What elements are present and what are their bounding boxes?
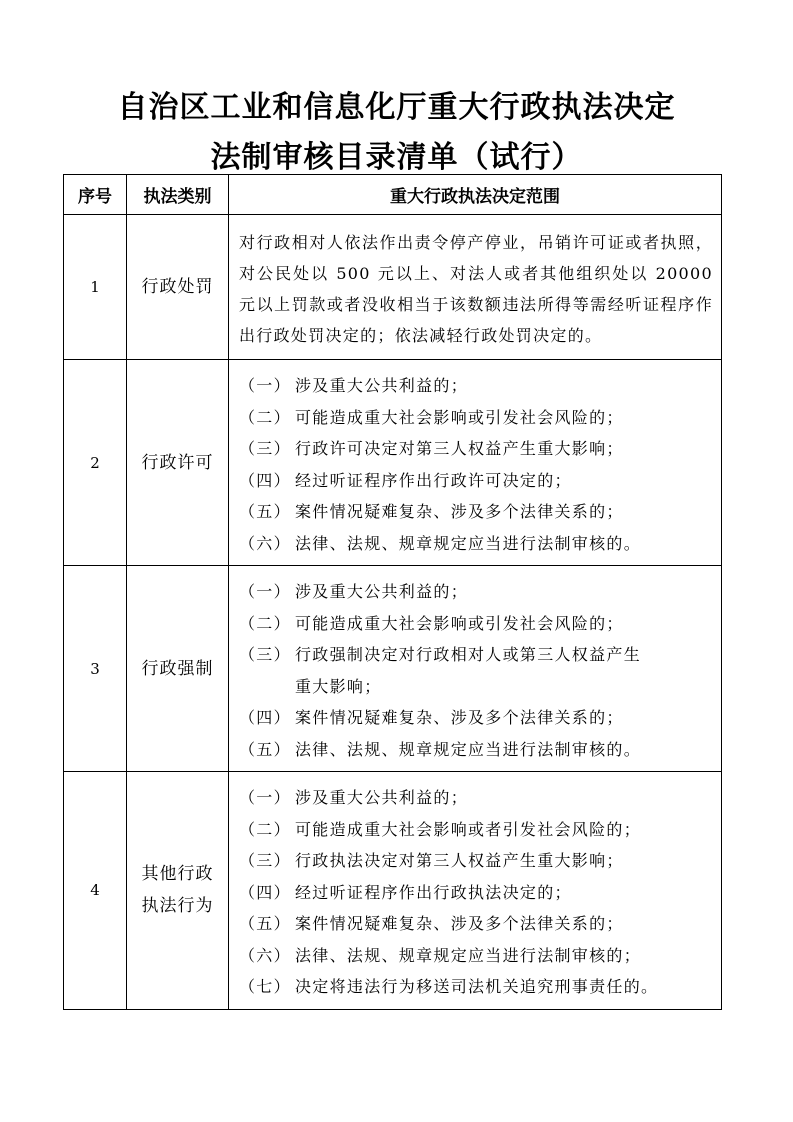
- item-marker: （六）: [239, 945, 291, 965]
- scope-item: [239, 845, 713, 877]
- item-marker: （四）: [239, 708, 291, 727]
- item-text: 行政执法决定对第三人权益产生重大影响；: [295, 851, 624, 870]
- scope-item: [239, 576, 713, 608]
- item-text: 案件情况疑难复杂、涉及多个法律关系的；: [295, 502, 624, 521]
- row-scope: [229, 215, 722, 360]
- table-row: [64, 772, 722, 1010]
- scope-item: [239, 940, 713, 972]
- row-category: [127, 566, 229, 772]
- item-marker: （三）: [239, 851, 291, 870]
- item-marker: （五）: [239, 739, 291, 759]
- scope-item: [239, 639, 713, 671]
- row-scope: [229, 566, 722, 772]
- category-line: 行政许可: [141, 452, 214, 473]
- item-marker: （三）: [239, 645, 291, 664]
- scope-item: [239, 734, 713, 766]
- row-index: 2: [64, 360, 127, 566]
- item-marker: （三）: [239, 439, 291, 458]
- scope-item: [239, 608, 713, 640]
- item-marker: （七）: [239, 977, 291, 996]
- item-marker: （四）: [239, 470, 291, 490]
- item-text: 涉及重大公共利益的；: [295, 582, 469, 601]
- item-text: 法律、法规、规章规定应当进行法制审核的。: [295, 739, 642, 759]
- row-index: 1: [64, 215, 127, 360]
- item-marker: （五）: [239, 502, 291, 521]
- header-category: 执法类别: [127, 175, 229, 215]
- item-text: 涉及重大公共利益的；: [295, 788, 469, 807]
- item-marker: （一）: [239, 788, 291, 807]
- review-catalog-table: [63, 174, 722, 1010]
- scope-item: [239, 370, 713, 402]
- item-marker: （一）: [239, 376, 291, 395]
- scope-item-continuation: 重大影响；: [295, 676, 382, 696]
- category-line: 执法行为: [141, 896, 214, 917]
- header-scope: 重大行政执法决定范围: [229, 175, 722, 215]
- scope-item: [239, 908, 713, 940]
- row-category: [127, 772, 229, 1010]
- scope-item: [239, 402, 713, 434]
- item-marker: （二）: [239, 407, 291, 427]
- item-text: 可能造成重大社会影响或引发社会风险的；: [295, 407, 624, 427]
- scope-item: [239, 877, 713, 909]
- scope-item: [239, 971, 713, 1003]
- category-line: 行政强制: [141, 658, 214, 679]
- scope-paragraph: 对行政相对人依法作出责令停产停业，吊销许可证或者执照，对公民处以 500 元以上、对法人或者其他组织处以 20000 元以上罚款或者没收相当于该数额违法所得等需经听证程序作出行政处罚决定的；依法减轻行政处罚决定的。: [239, 233, 713, 345]
- item-text: 案件情况疑难复杂、涉及多个法律关系的；: [295, 914, 624, 933]
- item-text: 经过听证程序作出行政执法决定的；: [295, 882, 572, 902]
- scope-item: [239, 465, 713, 497]
- item-text: 决定将违法行为移送司法机关追究刑事责任的。: [295, 977, 659, 996]
- item-marker: （二）: [239, 819, 291, 839]
- item-marker: （二）: [239, 613, 291, 633]
- item-marker: （四）: [239, 882, 291, 902]
- item-text: 法律、法规、规章规定应当进行法制审核的。: [295, 533, 642, 553]
- table-header-row: [64, 175, 722, 215]
- table-row: [64, 215, 722, 360]
- row-index: 4: [64, 772, 127, 1010]
- item-text: 法律、法规、规章规定应当进行法制审核的；: [295, 945, 642, 965]
- table-row: [64, 360, 722, 566]
- item-text: 可能造成重大社会影响或者引发社会风险的；: [295, 819, 642, 839]
- item-text: 涉及重大公共利益的；: [295, 376, 469, 395]
- row-category: [127, 215, 229, 360]
- item-marker: （五）: [239, 914, 291, 933]
- item-text: 经过听证程序作出行政许可决定的；: [295, 470, 572, 490]
- row-scope: [229, 772, 722, 1010]
- item-text: 行政许可决定对第三人权益产生重大影响；: [295, 439, 624, 458]
- header-index: 序号: [64, 175, 127, 215]
- document-title-line-2: 法制审核目录清单（试行）: [210, 140, 583, 175]
- row-index: 3: [64, 566, 127, 772]
- scope-item: [239, 496, 713, 528]
- scope-item: [239, 528, 713, 560]
- item-text: 行政强制决定对行政相对人或第三人权益产生: [295, 645, 642, 664]
- table-row: [64, 566, 722, 772]
- item-text: 可能造成重大社会影响或引发社会风险的；: [295, 613, 624, 633]
- scope-item: [239, 782, 713, 814]
- scope-item: [239, 814, 713, 846]
- item-marker: （一）: [239, 582, 291, 601]
- category-line: 行政处罚: [141, 277, 214, 297]
- row-scope: [229, 360, 722, 566]
- item-marker: （六）: [239, 533, 291, 553]
- scope-item: [239, 702, 713, 734]
- scope-item: [239, 433, 713, 465]
- document-title-line-1: 自治区工业和信息化厅重大行政执法决定: [117, 90, 676, 125]
- category-line: 其他行政: [141, 864, 214, 885]
- row-category: [127, 360, 229, 566]
- item-text: 案件情况疑难复杂、涉及多个法律关系的；: [295, 708, 624, 727]
